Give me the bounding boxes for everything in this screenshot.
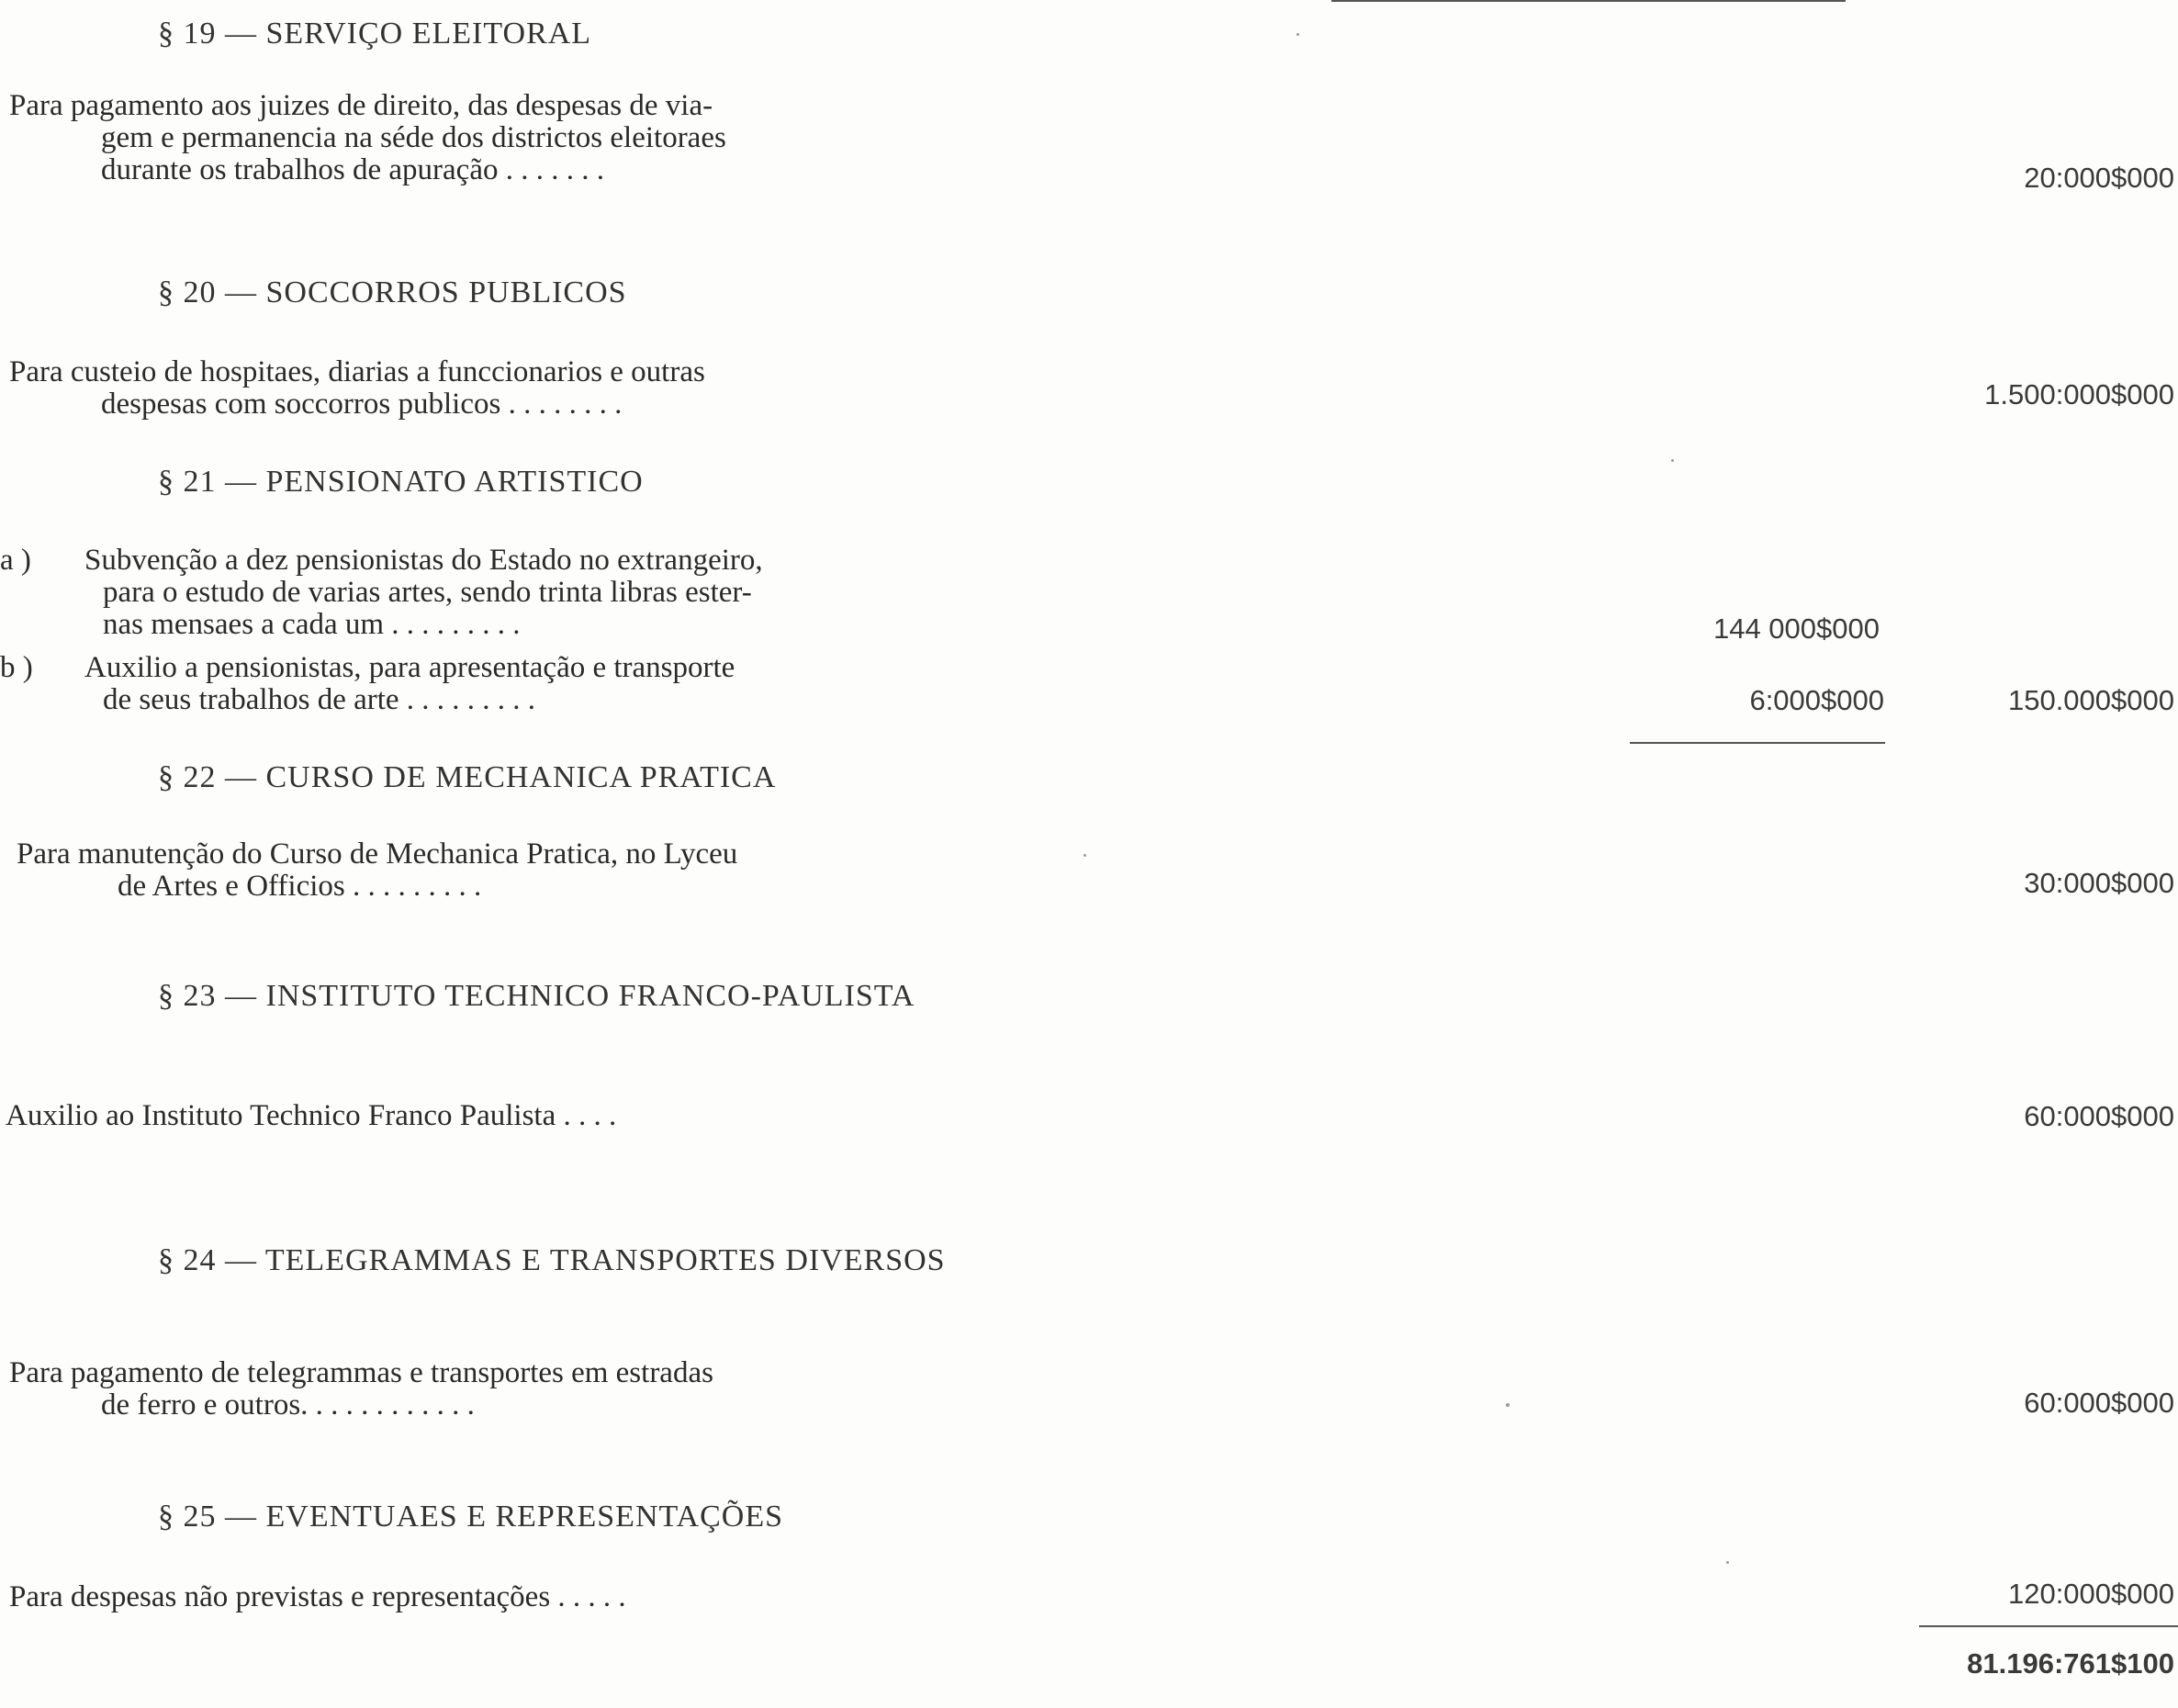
section-25-line-1: Para despesas não previstas e representações . . . . . [9,1580,626,1613]
section-24-text [9,1357,1001,1421]
section-20-text [9,356,1001,421]
item-a-line-1: Subvenção a dez pensionistas do Estado no extrangeiro, [84,544,763,577]
item-a-amount: 144 000$000 [1712,612,1880,645]
item-b-line-2: de seus trabalhos de arte . . . . . . . . . [103,683,536,716]
section-20-heading: § 20 — SOCCORROS PUBLICOS [158,275,627,309]
subtotal-rule [1630,742,1885,744]
section-23-heading: § 23 — INSTITUTO TECHNICO FRANCO-PAULISTA [158,979,915,1013]
section-23-line-1: Auxilio ao Instituto Technico Franco Paulista . . . . [6,1099,617,1132]
item-b-amount: 6:000$000 [1749,684,1884,716]
section-24-line-1: Para pagamento de telegrammas e transportes em estradas [9,1356,713,1389]
paper-speck [1671,459,1674,462]
section-22-heading: § 22 — CURSO DE MECHANICA PRATICA [158,760,777,794]
section-21-item-b [0,652,1001,716]
grand-total-rule [1919,1625,2178,1627]
section-21-item-a [0,545,1001,641]
section-19-line-2: gem e permanencia na séde dos districtos eleitoraes [101,121,726,154]
section-24-heading: § 24 — TELEGRAMMAS E TRANSPORTES DIVERSOS [158,1243,946,1277]
section-25-total: 120:000$000 [2007,1578,2174,1610]
top-rule [1331,0,1846,2]
section-25-text [9,1581,1001,1613]
section-24-line-2: de ferro e outros. . . . . . . . . . . . [101,1388,475,1421]
paper-speck [1297,33,1299,36]
section-23-total: 60:000$000 [2024,1100,2174,1132]
section-22-line-2: de Artes e Officios . . . . . . . . . [118,870,482,903]
section-20-line-1: Para custeio de hospitaes, diarias a funccionarios e outras [9,355,705,388]
section-22-line-1: Para manutenção do Curso de Mechanica Pratica, no Lyceu [17,837,738,871]
section-21-total: 150.000$000 [2007,684,2174,716]
section-21-heading: § 21 — PENSIONATO ARTISTICO [158,465,644,499]
item-a-label: a ) [0,544,31,577]
grand-total: 81.196:761$100 [1967,1647,2174,1680]
section-25-heading: § 25 — EVENTUAES E REPRESENTAÇÕES [158,1500,784,1534]
section-20-total: 1.500:000$000 [1984,378,2174,410]
section-19-line-1: Para pagamento aos juizes de direito, das despesas de via- [9,89,713,122]
section-22-total: 30:000$000 [2024,867,2174,899]
paper-speck [1506,1403,1510,1407]
section-20-line-2: despesas com soccorros publicos . . . . . . . . [101,388,623,421]
section-19-line-3: durante os trabalhos de apuração . . . . . . . [101,153,604,186]
paper-speck [1726,1561,1729,1564]
item-b-line-1: Auxilio a pensionistas, para apresentação e transporte [84,651,735,684]
section-19-total: 20:000$000 [2024,162,2174,194]
section-22-text [17,838,1008,903]
section-19-heading: § 19 — SERVIÇO ELEITORAL [158,17,592,51]
paper-speck [1083,854,1086,857]
item-b-label: b ) [0,651,33,684]
item-a-line-3: nas mensaes a cada um . . . . . . . . . [103,608,521,641]
section-24-total: 60:000$000 [2024,1387,2174,1419]
section-19-text [9,90,1001,186]
section-23-text [6,1100,997,1132]
item-a-line-2: para o estudo de varias artes, sendo trinta libras ester- [103,576,752,609]
